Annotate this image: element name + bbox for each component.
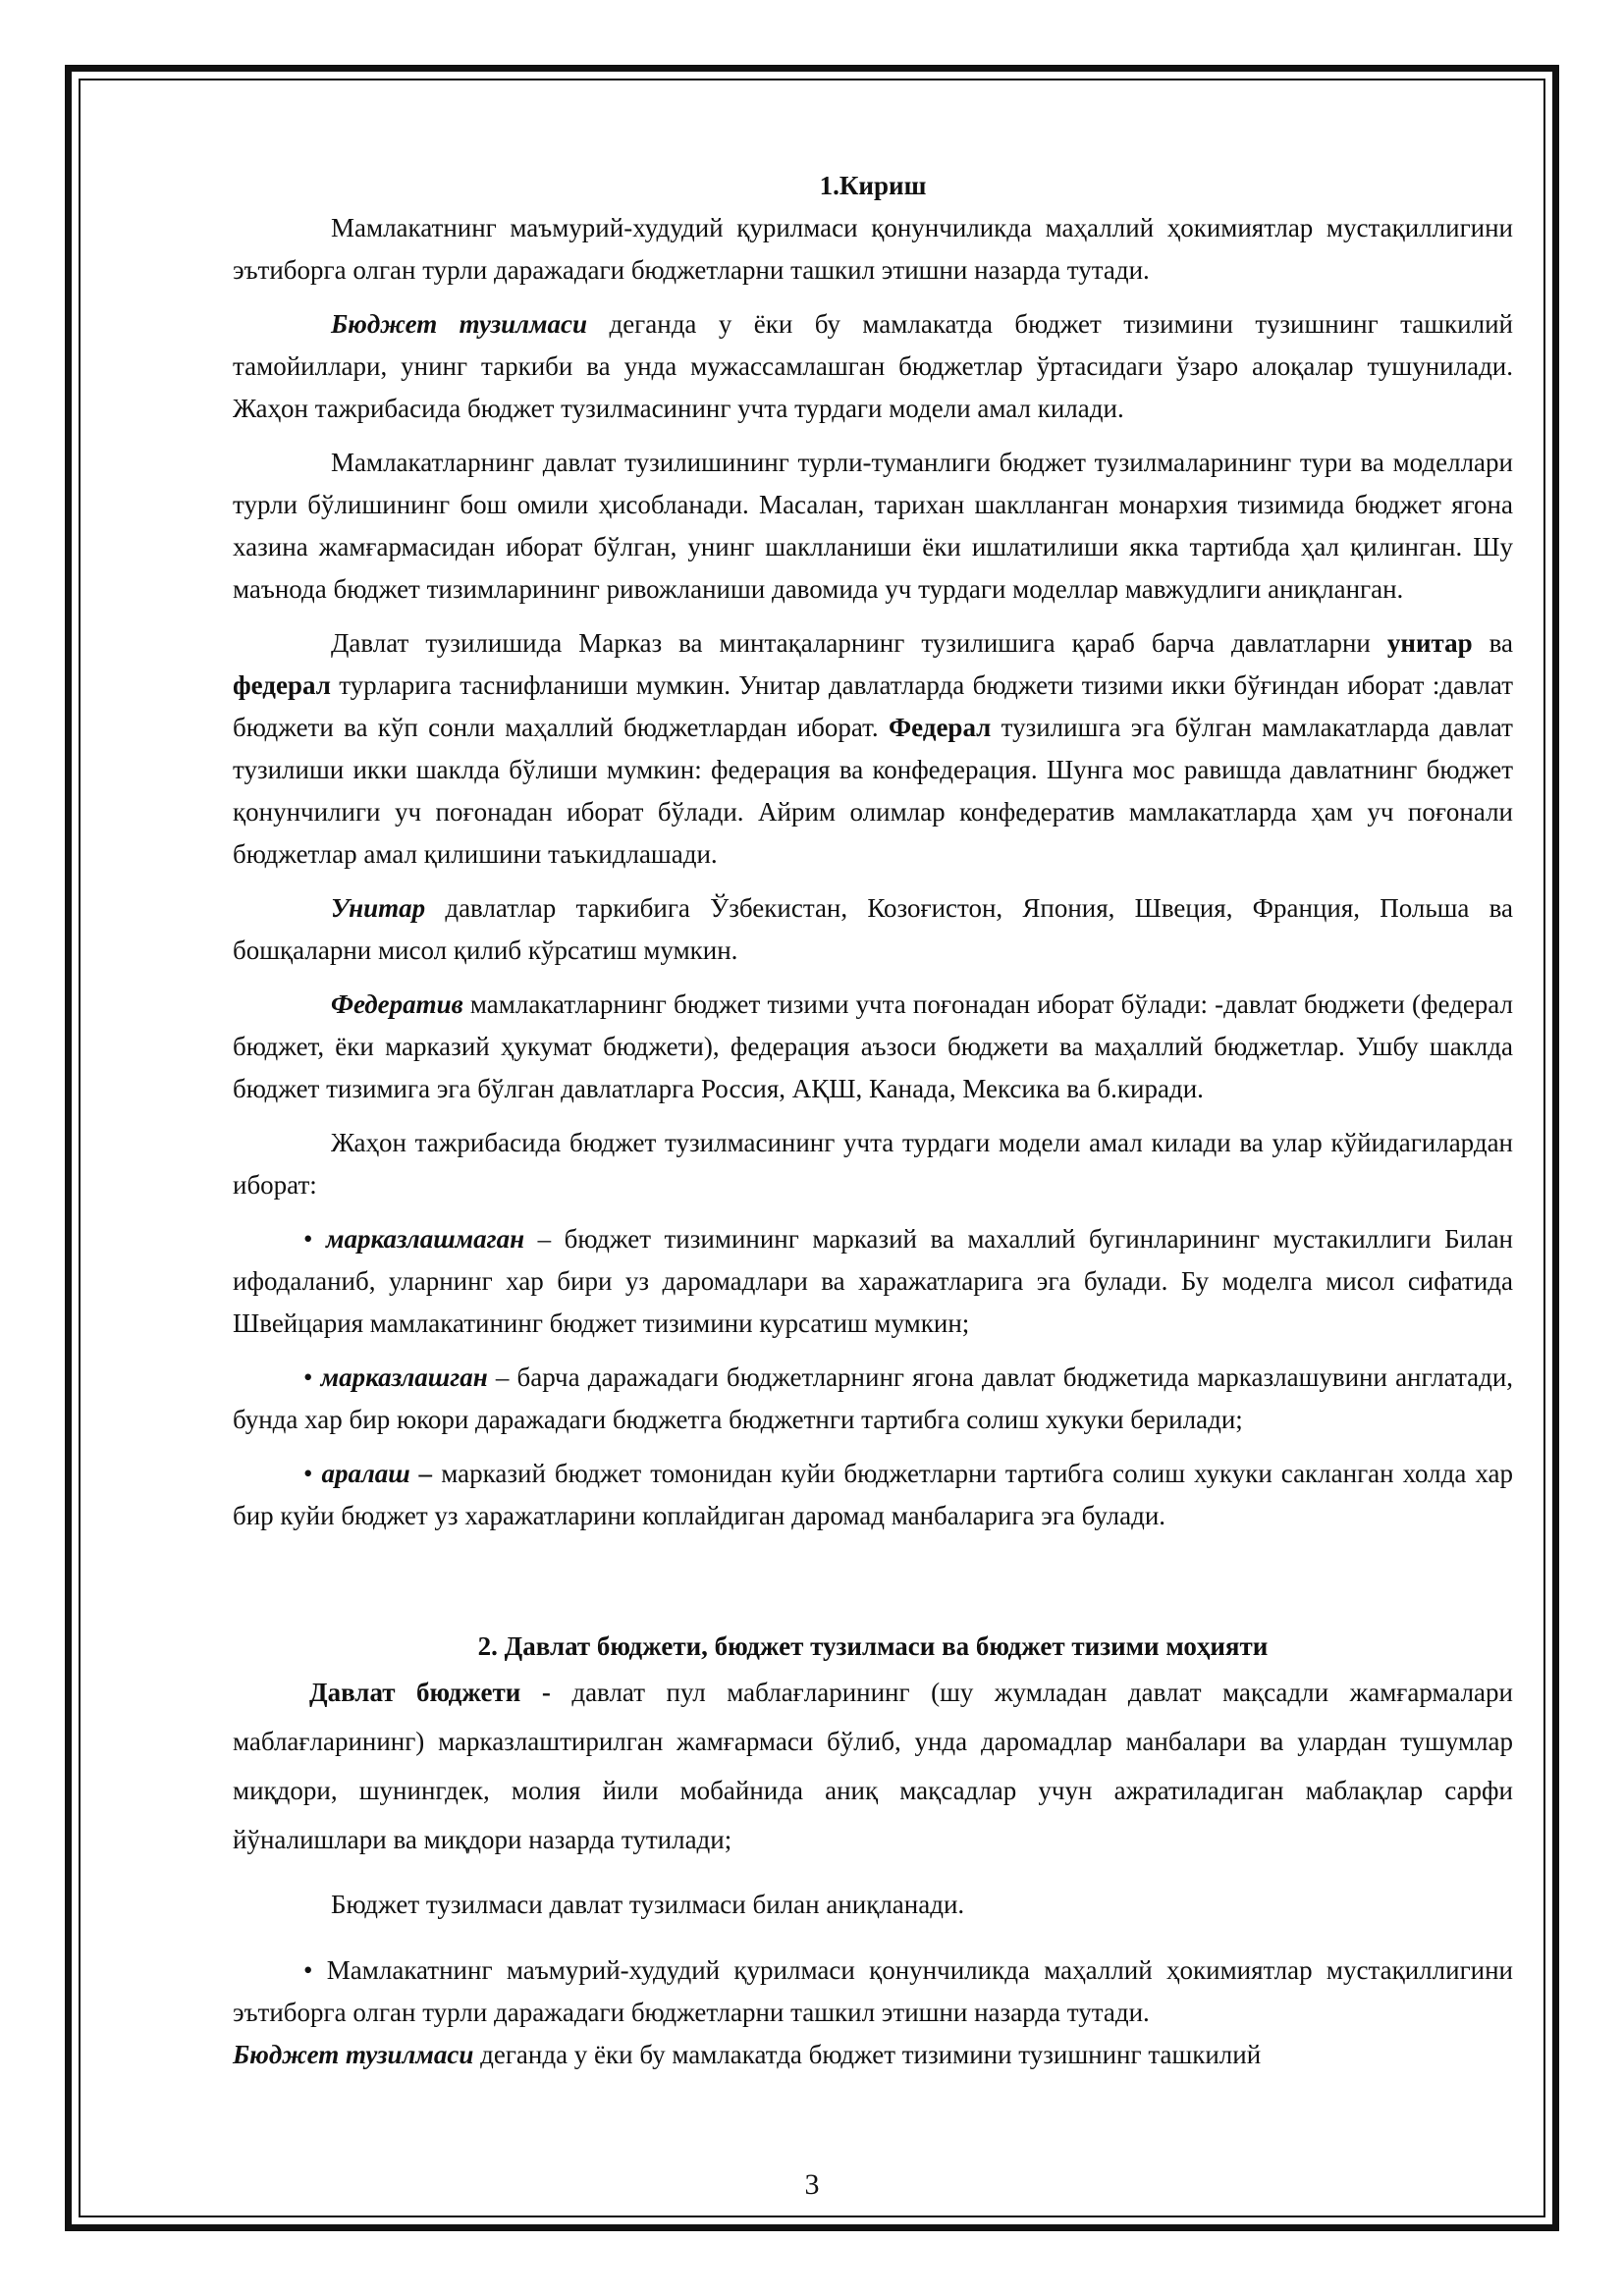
paragraph <box>233 2034 1513 2076</box>
term: марказлашган <box>320 1362 488 1392</box>
paragraph <box>233 1668 1513 1864</box>
term: марказлашмаган <box>325 1224 525 1254</box>
term: Бюджет тузилмаси <box>331 309 588 339</box>
term: Унитар <box>331 893 426 923</box>
term: аралаш – <box>321 1459 433 1488</box>
paragraph-text: деганда у ёки бу мамлакатда бюджет тизимини тузишнинг ташкилий <box>473 2040 1262 2069</box>
paragraph-text: турларига таснифланиши мумкин. Унитар давлатларда бюджети тизими икки бўғиндан иборат :давлат бюджети ва кўп сонли маҳаллий бюджетлардан иборат. <box>233 670 1513 742</box>
term: Федератив <box>331 989 463 1019</box>
term: федерал <box>233 670 331 700</box>
section-2-title: 2. Давлат бюджети, бюджет тузилмаси ва бюджет тизими моҳияти <box>477 1631 1269 1661</box>
paragraph-text: ва <box>1472 628 1513 658</box>
bullet-mark: • <box>303 1459 322 1488</box>
list-item-text: марказий бюджет томонидан куйи бюджетларни тартибга солиш хукуки сакланган холда хар бир куйи бюджет уз харажатларини коплайдиган даромад манбаларига эга булади. <box>233 1459 1513 1530</box>
paragraph-text: тузилишга эга бўлган мамлакатларда давлат тузилиши икки шаклда бўлиши мумкин: федерация ва конфедерация. Шунга мос равишда давлатнинг бюджет қонунчилиги уч поғонадан иборат бўлади. Айрим олимлар конфедератив мамлакатларда ҳам уч поғонали бюджетлар амал қилишини таъкидлашади. <box>233 713 1513 869</box>
paragraph <box>233 887 1513 972</box>
term: Бюджет тузилмаси <box>233 2040 474 2069</box>
bullet-mark: • <box>303 1362 321 1392</box>
document-body <box>233 163 1513 2076</box>
paragraph: Мамлакатнинг маъмурий-худудий қурилмаси қонунчиликда маҳаллий ҳокимиятлар мустақиллигини эътиборга олган турли даражадаги бюджетларни ташкил этишни назарда тутади. <box>233 213 1513 285</box>
bullet-mark: • <box>303 1224 326 1254</box>
list-item <box>233 1218 1513 1345</box>
list-item <box>233 1453 1513 1537</box>
paragraph: Бюджет тузилмаси давлат тузилмаси билан аниқланади. <box>331 1890 965 1919</box>
list-item <box>233 1949 1513 2034</box>
term: унитар <box>1386 628 1473 658</box>
paragraph <box>233 984 1513 1110</box>
paragraph <box>233 622 1513 876</box>
paragraph-text: мамлакатларнинг бюджет тизими учта поғонадан иборат бўлади: -давлат бюджети (федерал бюджет, ёки марказий ҳукумат бюджети), федерация аъзоси бюджети ва маҳаллий бюджетлар. Ушбу шаклда бюджет тизимига эга бўлган давлатларга Россия, АҚШ, Канада, Мексика ва б.киради. <box>233 989 1513 1103</box>
list-item <box>233 1357 1513 1441</box>
paragraph-text: Давлат тузилишида Марказ ва минтақаларнинг тузилишига қараб барча давлатларни <box>331 628 1387 658</box>
list-item-text: – бюджет тизимининг марказий ва махаллий бугинларининг мустакиллиги Билан ифодаланиб, уларнинг хар бири уз даромадлари ва харажатларига эга булади. Бу моделга мисол сифатида Швейцария мамлакатининг бюджет тизимини курсатиш мумкин; <box>233 1224 1513 1338</box>
paragraph: Жаҳон тажрибасида бюджет тузилмасининг учта турдаги модели амал килади ва улар кўйидагилардан иборат: <box>233 1128 1513 1200</box>
section-1-title: 1.Кириш <box>819 171 927 200</box>
paragraph: Мамлакатларнинг давлат тузилишининг турли-туманлиги бюджет тузилмаларининг тури ва моделлари турли бўлишининг бош омили ҳисобланади. Масалан, тарихан шаклланган монархия тизимида бюджет ягона хазина жамғармасидан иборат бўлган, унинг шаклланиши ёки ишлатилиши якка тартибда ҳал қилинган. Шу маънода бюджет тизимларининг ривожланиши давомида уч турдаги моделлар мавжудлиги аниқланган. <box>233 448 1513 604</box>
page-number: 3 <box>804 2168 820 2201</box>
term: Федерал <box>888 713 992 742</box>
paragraph <box>233 303 1513 430</box>
bullet-mark: • <box>303 1955 327 1985</box>
term: Давлат бюджети - <box>309 1678 551 1707</box>
list-item-text: – барча даражадаги бюджетларнинг ягона давлат бюджетида марказлашувини англатади, бунда хар бир юкори даражадаги бюджетга бюджетнги тартибга солиш хукуки берилади; <box>233 1362 1514 1434</box>
paragraph-text: давлат пул маблағларининг (шу жумладан давлат мақсадли жамғармалари маблағларининг) марказлаштирилган жамғармаси бўлиб, унда даромадлар манбалари ва улардан тушумлар миқдори, шунингдек, молия йили мобайнида аниқ мақсадлар учун ажратиладиган маблақлар сарфи йўналишлари ва миқдори назарда тутилади; <box>233 1678 1513 1854</box>
list-item-text: Мамлакатнинг маъмурий-худудий қурилмаси қонунчиликда маҳаллий ҳокимиятлар мустақиллигини эътиборга олган турли даражадаги бюджетларни ташкил этишни назарда тутади. <box>233 1955 1514 2027</box>
paragraph-text: деганда у ёки бу мамлакатда бюджет тизимини тузишнинг ташкилий тамойиллари, унинг таркиби ва унда мужассамлашган бюджетлар ўртасидаги ўзаро алоқалар тушунилади. Жаҳон тажрибасида бюджет тузилмасининг учта турдаги модели амал килади. <box>233 309 1513 423</box>
paragraph-text: давлатлар таркибига Ўзбекистан, Козоғистон, Япония, Швеция, Франция, Польша ва бошқаларни мисол қилиб кўрсатиш мумкин. <box>233 893 1513 965</box>
